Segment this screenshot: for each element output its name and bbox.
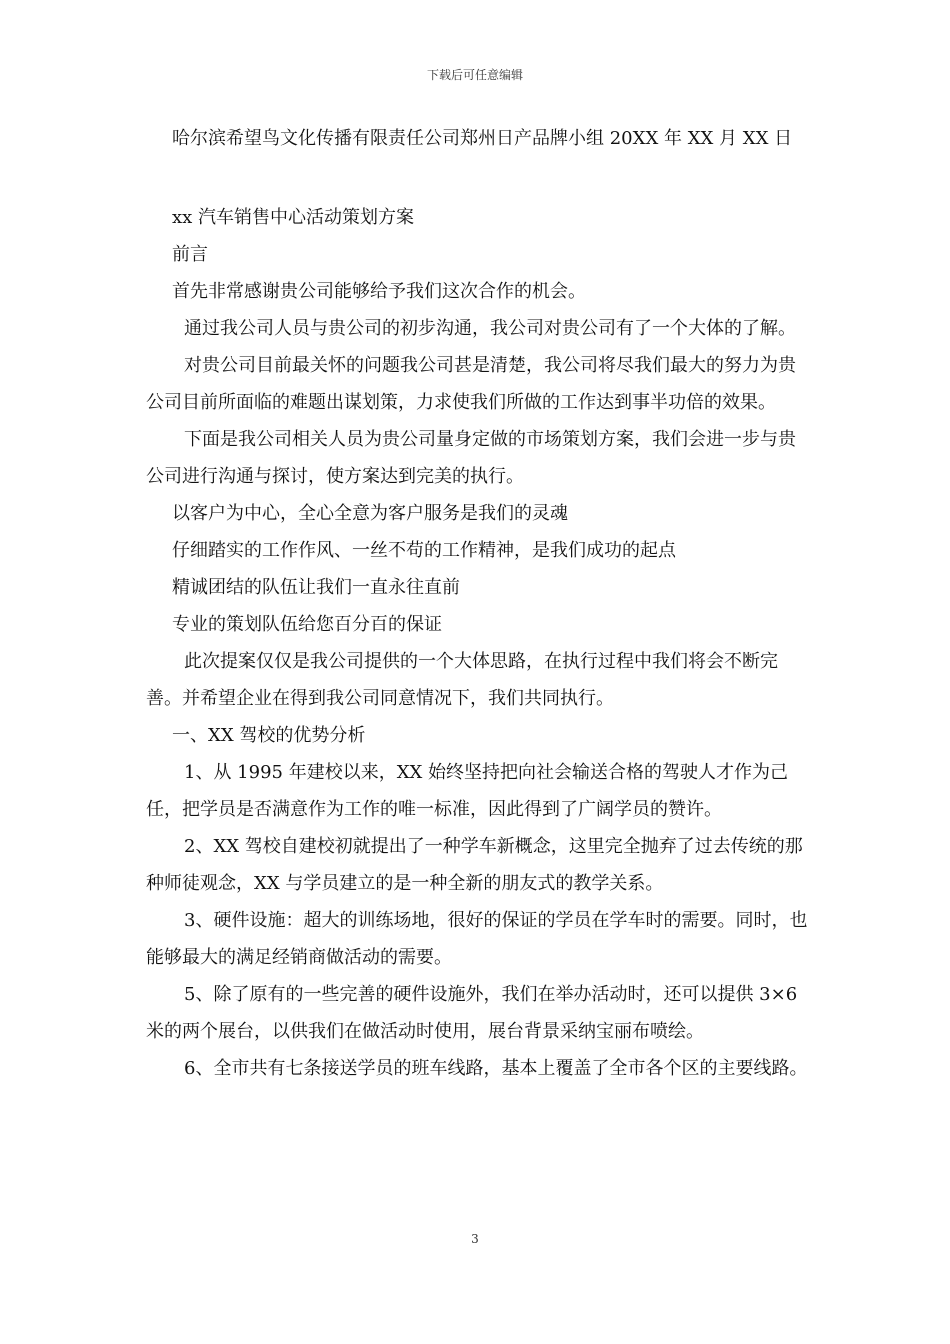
paragraph: 精诚团结的队伍让我们一直永往直前 — [172, 577, 460, 598]
paragraph: 6、全市共有七条接送学员的班车线路，基本上覆盖了全市各个区的主要线路。 — [184, 1058, 808, 1079]
paragraph: 此次提案仅仅是我公司提供的一个大体思路，在执行过程中我们将会不断完善。并希望企业在得到我公司同意情况下，我们共同执行。 — [146, 651, 778, 709]
page-header: 下载后可任意编辑 — [426, 68, 523, 82]
paragraph: 2、XX 驾校自建校初就提出了一种学车新概念，这里完全抛弃了过去传统的那种师徒观念，XX 与学员建立的是一种全新的朋友式的教学关系。 — [146, 836, 803, 894]
paragraph: 3、硬件设施：超大的训练场地，很好的保证的学员在学车时的需要。同时，也能够最大的满足经销商做活动的需要。 — [146, 910, 808, 968]
section-heading: 一、XX 驾校的优势分析 — [172, 725, 366, 746]
paragraph: 通过我公司人员与贵公司的初步沟通，我公司对贵公司有了一个大体的了解。 — [184, 318, 796, 339]
intro-line: 哈尔滨希望鸟文化传播有限责任公司郑州日产品牌小组 20XX 年 XX 月 XX 日 — [172, 128, 793, 149]
paragraph: 5、除了原有的一些完善的硬件设施外，我们在举办活动时，还可以提供 3×6 米的两个展台，以供我们在做活动时使用，展台背景采纳宝丽布喷绘。 — [146, 984, 798, 1042]
document-body — [146, 120, 810, 1087]
paragraph: 1、从 1995 年建校以来，XX 始终坚持把向社会输送合格的驾驶人才作为己任，把学员是否满意作为工作的唯一标准，因此得到了广阔学员的赞许。 — [146, 762, 789, 820]
paragraph: 对贵公司目前最关怀的问题我公司甚是清楚，我公司将尽我们最大的努力为贵公司目前所面临的难题出谋划策，力求使我们所做的工作达到事半功倍的效果。 — [146, 355, 796, 413]
paragraph: 以客户为中心，全心全意为客户服务是我们的灵魂 — [172, 503, 568, 524]
paragraph: 专业的策划队伍给您百分百的保证 — [172, 614, 442, 635]
paragraph: 仔细踏实的工作作风、一丝不苟的工作精神，是我们成功的起点 — [172, 540, 676, 561]
spacer — [146, 157, 810, 199]
paragraph: 前言 — [172, 244, 208, 265]
document-title: xx 汽车销售中心活动策划方案 — [172, 207, 415, 228]
paragraph: 首先非常感谢贵公司能够给予我们这次合作的机会。 — [172, 281, 586, 302]
page-number: 3 — [471, 1232, 479, 1246]
paragraph: 下面是我公司相关人员为贵公司量身定做的市场策划方案，我们会进一步与贵公司进行沟通与探讨，使方案达到完美的执行。 — [146, 429, 796, 487]
